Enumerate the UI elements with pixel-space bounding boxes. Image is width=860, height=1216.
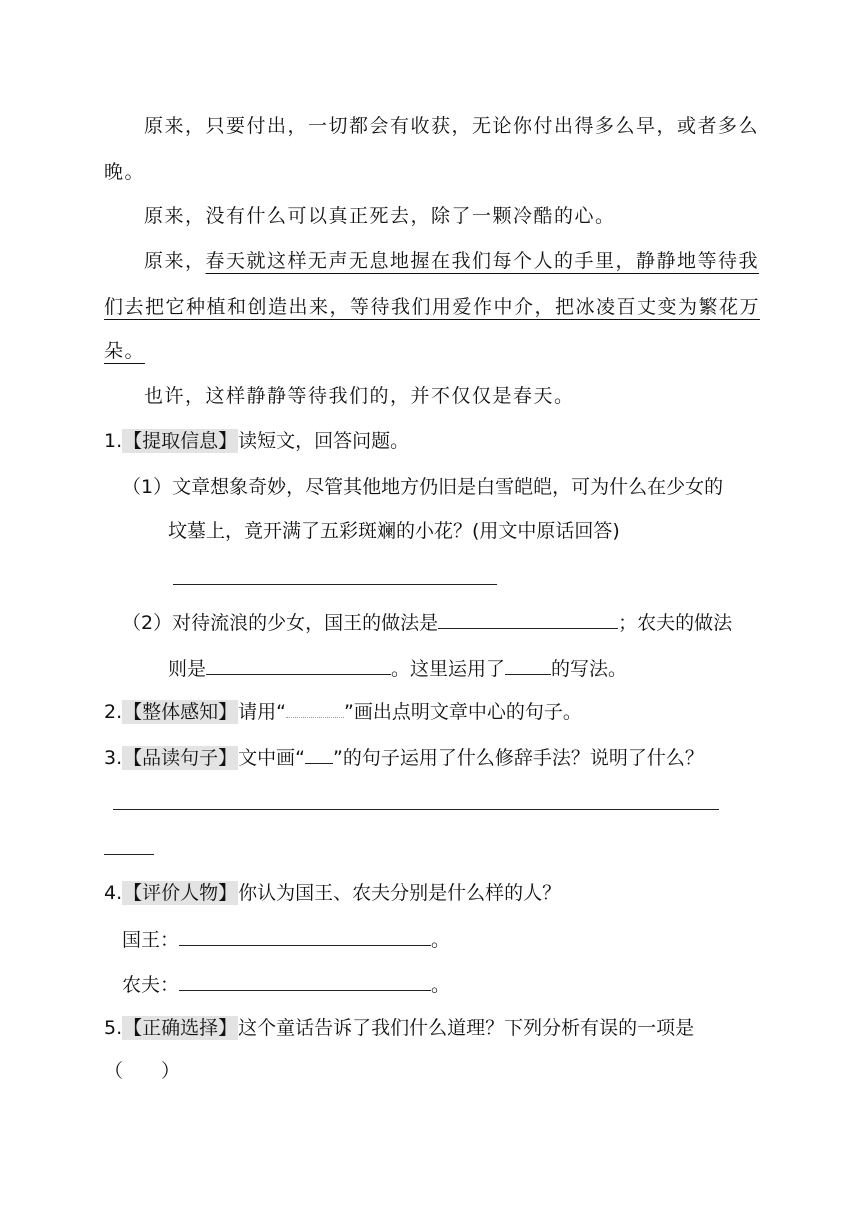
question-1-sub1-line1 [122,474,723,500]
question-1-sub1-text: 文章想象奇妙，尽管其他地方仍旧是白雪皑皑，可为什么在少女的 [172,476,724,498]
farmer-label: 农夫： [122,974,180,996]
passage-p3-line1 [144,248,759,274]
question-4 [104,880,561,906]
question-2-tag: 【整体感知】 [123,701,238,723]
question-4-tag: 【评价人物】 [123,882,238,904]
question-4-king-row [122,925,450,953]
underlined-sentence-part2: 们去把它种植和创造出来，等待我们用爱作中介，把冰凌百丈变为繁花万 [104,296,761,318]
answer-parentheses[interactable]: （ ） [104,1060,181,1082]
question-1-sub2-line2 [168,654,627,682]
wavy-line-icon [286,699,344,718]
question-2-number: 2. [104,701,123,723]
answer-blank-technique[interactable] [505,654,551,675]
underlined-sentence-part1: 春天就这样无声无息地握在我们每个人的手里，静静地等待我 [205,250,760,272]
straight-line-icon [305,745,333,764]
question-5-number: 5. [104,1017,123,1039]
question-3-number: 3. [104,747,123,769]
underlined-sentence-part3: 朵。 [104,340,146,362]
passage-p2: 原来，没有什么可以真正死去，除了一颗冷酷的心。 [144,205,616,227]
passage-p1-line2: 晚。 [104,161,146,183]
question-4-farmer-row [122,970,450,998]
answer-line-q3-2[interactable] [104,854,154,855]
farmer-end: 。 [431,974,451,996]
question-1-sub2-text-a: 对待流浪的少女，国王的做法是 [172,612,439,634]
question-1-sub2-text-c: 则是 [168,658,207,680]
question-1-sub1-number: （1） [122,476,173,498]
question-1-sub2-text-b: ；农夫的做法 [618,612,733,634]
king-end: 。 [431,929,451,951]
question-1-sub2-line1 [122,608,732,636]
answer-line-q1-1[interactable] [173,584,497,585]
king-label: 国王： [122,929,180,951]
question-4-number: 4. [104,882,123,904]
answer-blank-farmer[interactable] [206,654,391,675]
question-5-text: 这个童话告诉了我们什么道理？下列分析有误的一项是 [238,1017,695,1039]
question-1-heading [104,428,409,454]
answer-blank-king[interactable] [438,608,618,629]
question-1-number: 1. [104,430,123,452]
question-1-tag: 【提取信息】 [123,430,238,452]
question-2-text-a: 请用“ [238,701,286,723]
question-3-text-b: ”的句子运用了什么修辞手法？说明了什么？ [333,747,704,769]
question-3-tag: 【品读句子】 [123,747,238,769]
question-2 [104,699,582,725]
question-1-text: 读短文，回答问题。 [238,430,410,452]
question-4-text: 你认为国王、农夫分别是什么样的人？ [238,882,562,904]
question-2-text-b: ”画出点明文章中心的句子。 [344,701,582,723]
question-5 [104,1015,694,1041]
answer-blank-farmer-character[interactable] [179,970,431,991]
question-1-sub1-line2: 坟墓上，竟开满了五彩斑斓的小花？(用文中原话回答) [168,520,620,542]
passage-p1-line1: 原来，只要付出，一切都会有收获，无论你付出得多么早，或者多么 [144,115,760,137]
question-5-tag: 【正确选择】 [123,1017,238,1039]
question-1-sub2-text-e: 的写法。 [551,658,628,680]
passage-p3-prefix: 原来， [144,250,206,272]
passage-p4: 也许，这样静静等待我们的，并不仅仅是春天。 [144,385,575,407]
question-3 [104,745,704,771]
answer-line-q3-1[interactable] [113,809,719,810]
question-3-text-a: 文中画“ [238,747,305,769]
answer-blank-king-character[interactable] [179,925,431,946]
question-1-sub2-number: （2） [122,612,173,634]
question-1-sub2-text-d: 。这里运用了 [391,658,506,680]
